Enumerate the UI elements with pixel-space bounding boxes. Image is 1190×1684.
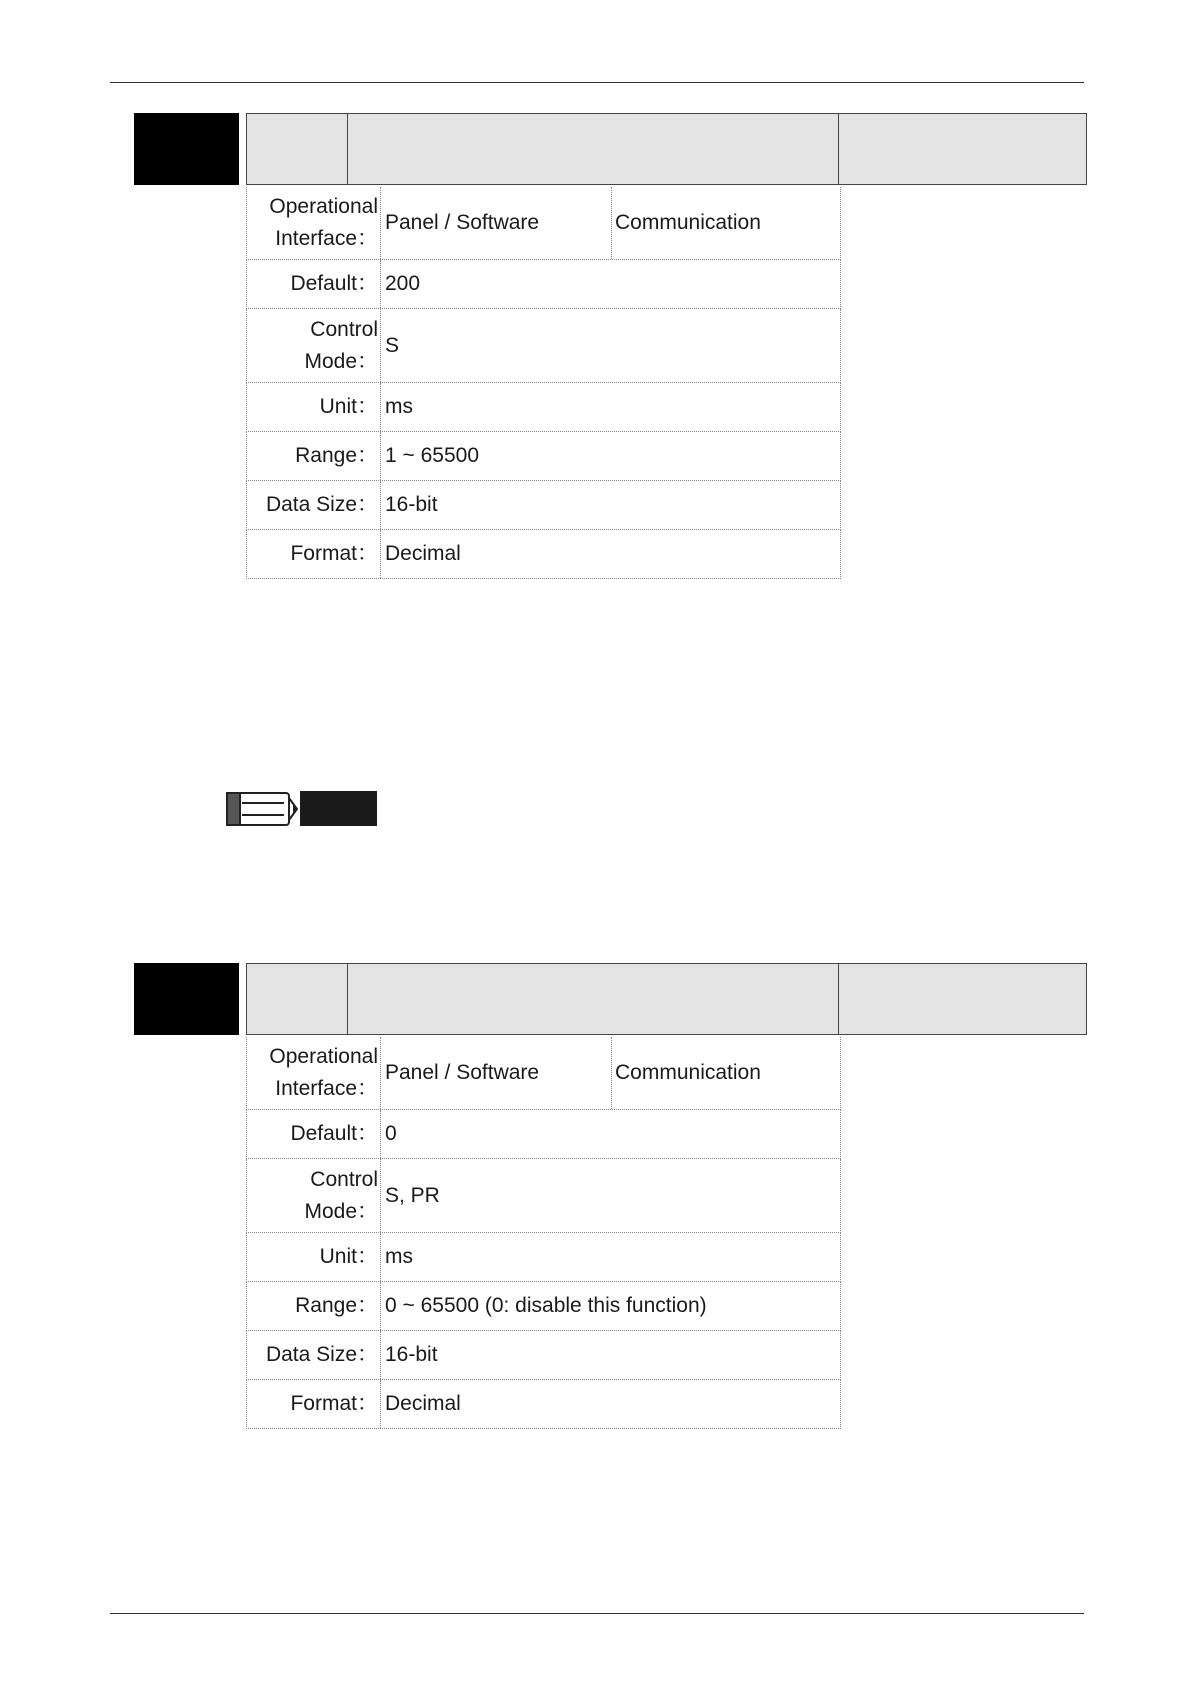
header-divider (347, 964, 348, 1034)
control-mode-value: S (385, 333, 400, 357)
control-mode-row (246, 1159, 841, 1233)
unit-label: Unit： (247, 1233, 381, 1281)
operational-interface-label: Operational Interface： (247, 187, 381, 259)
header-divider (838, 964, 839, 1034)
range-row (246, 432, 841, 481)
data-size-value: 16-bit (385, 1343, 438, 1366)
data-size-label: Data Size： (247, 481, 381, 529)
unit-row (246, 383, 841, 432)
default-row (246, 1110, 841, 1159)
unit-row (246, 1233, 841, 1282)
format-row (246, 1380, 841, 1429)
format-value: Decimal (385, 542, 461, 565)
interface-panel-value: Panel / Software (385, 1061, 540, 1084)
control-mode-label: Control Mode： (247, 309, 381, 382)
data-size-value: 16-bit (385, 493, 438, 516)
range-row (246, 1282, 841, 1331)
operational-interface-row (246, 1037, 841, 1110)
unit-value: ms (385, 1245, 413, 1268)
operational-interface-row (246, 187, 841, 260)
param-attribute-table (246, 187, 839, 579)
default-row (246, 260, 841, 309)
header-rule (110, 82, 1084, 83)
data-size-row (246, 1331, 841, 1380)
param-header-bar (246, 963, 1087, 1035)
range-value: 1 ~ 65500 (385, 444, 480, 467)
param-code-tab (134, 113, 239, 185)
default-value: 200 (385, 272, 421, 295)
default-label: Default： (247, 260, 381, 308)
operational-interface-label: Operational Interface： (247, 1037, 381, 1109)
unit-label: Unit： (247, 383, 381, 431)
default-value: 0 (385, 1122, 397, 1145)
control-mode-row (246, 309, 841, 383)
data-size-row (246, 481, 841, 530)
control-mode-label: Control Mode： (247, 1159, 381, 1232)
footer-rule (110, 1613, 1084, 1614)
format-value: Decimal (385, 1392, 461, 1415)
control-mode-value: S, PR (385, 1183, 440, 1207)
range-value: 0 ~ 65500 (0: disable this function) (385, 1294, 707, 1317)
format-label: Format： (247, 530, 381, 578)
interface-comm-value: Communication (611, 187, 761, 259)
header-divider (838, 114, 839, 184)
interface-comm-value: Communication (611, 1037, 761, 1109)
header-divider (347, 114, 348, 184)
unit-value: ms (385, 395, 413, 418)
range-label: Range： (247, 432, 381, 480)
default-label: Default： (247, 1110, 381, 1158)
param-header-bar (246, 113, 1087, 185)
range-label: Range： (247, 1282, 381, 1330)
data-size-label: Data Size： (247, 1331, 381, 1379)
format-label: Format： (247, 1380, 381, 1428)
interface-panel-value: Panel / Software (385, 211, 540, 234)
param-attribute-table (246, 1037, 839, 1429)
param-code-tab (134, 963, 239, 1035)
pencil-note-icon (226, 790, 378, 828)
format-row (246, 530, 841, 579)
